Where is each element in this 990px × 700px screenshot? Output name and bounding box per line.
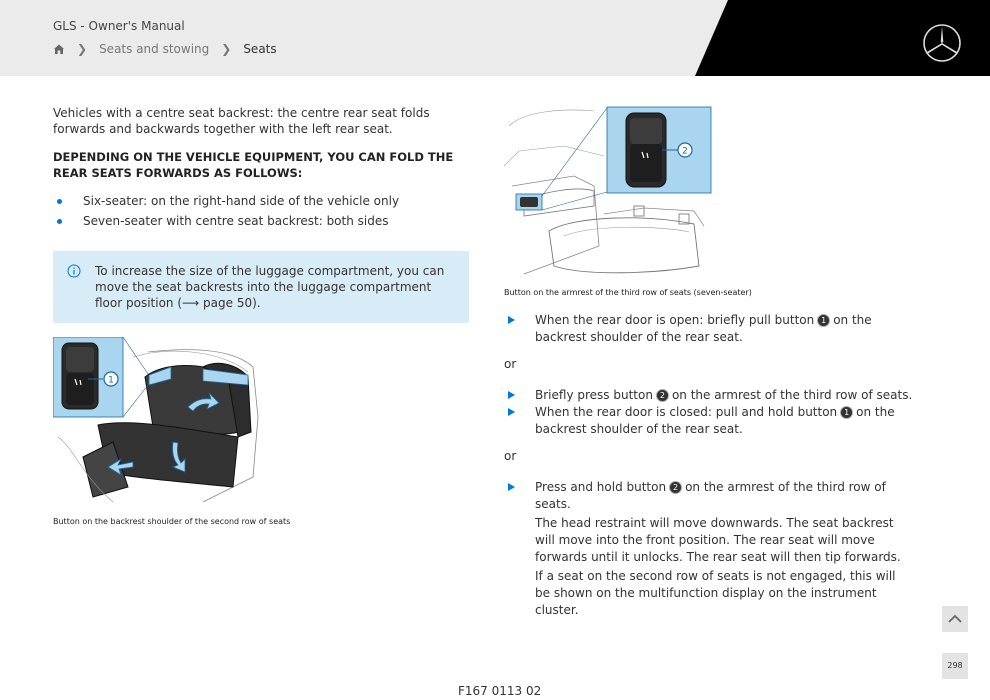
breadcrumb-item-seats: Seats [243,42,277,56]
result-text: If a seat on the second row of seats is not engaged, this will be shown on the multifunction display on the instrument cluster. [535,569,896,617]
bullet-icon [57,199,62,204]
chevron-right-icon: ❯ [221,42,232,56]
or-separator: or [504,357,517,371]
note-text: To increase the size of the luggage compartment, you can move the seat backrests into the luggage compartment floor position (⟶ page 50). [95,264,445,310]
info-icon [67,264,81,278]
button-2-icon: 2 [656,389,669,402]
step-item: When the rear door is closed: pull and hold button 1 on the backrest shoulder of the rear seat. [504,404,914,438]
figure-caption-third-row: Button on the armrest of the third row of seats (seven-seater) [504,288,752,297]
left-column [53,105,469,231]
section-heading: DEPENDING ON THE VEHICLE EQUIPMENT, YOU CAN FOLD THE REAR SEATS FORWARDS AS FOLLOWS: [53,150,454,180]
step-item: Press and hold button 2 on the armrest of the third row of seats. [504,479,914,513]
third-row-armrest-illustration [504,106,712,278]
arrow-bullet-icon [508,391,515,399]
breadcrumb-item-seats-and-stowing[interactable]: Seats and stowing [99,42,210,56]
intro-text: Vehicles with a centre seat backrest: the centre rear seat folds forwards and backwards together with the left rear seat. [53,106,430,136]
breadcrumb [53,42,277,56]
mercedes-star-icon [922,23,962,63]
image-code: F167 0113 02 [458,684,542,698]
scroll-to-top-button[interactable] [942,606,968,632]
step-item: Briefly press button 2 on the armrest of the third row of seats. [504,387,914,404]
step-item: When the rear door is open: briefly pull button 1 on the backrest shoulder of the rear seat. [504,312,914,346]
arrow-bullet-icon [508,408,515,416]
list-item: Seven-seater with centre seat backrest: both sides [53,211,469,231]
arrow-bullet-icon [508,483,515,491]
callout-label-1: 1 [108,375,114,386]
app-title: GLS - Owner's Manual [53,19,185,33]
header [0,0,990,76]
button-1-icon: 1 [840,406,853,419]
page-number: 298 [942,653,968,679]
bullet-list [53,191,469,231]
step-list-1 [504,312,914,346]
button-1-icon: 1 [817,314,830,327]
home-icon[interactable] [53,43,65,55]
figure-caption-second-row: Button on the backrest shoulder of the second row of seats [53,517,291,526]
button-2-icon: 2 [669,481,682,494]
step-list-3 [504,479,914,619]
arrow-up-icon [942,606,968,632]
result-text: The head restraint will move downwards. The seat backrest will move into the front position. The rear seat will move forwards until it unlocks. The rear seat will then tip forwards. [535,516,901,564]
arrow-bullet-icon [508,316,515,324]
step-list-2 [504,387,914,438]
list-item: Six-seater: on the right-hand side of the vehicle only [53,191,469,211]
second-row-seat-illustration [53,337,261,507]
chevron-right-icon: ❯ [77,42,88,56]
bullet-icon [57,219,62,224]
callout-label-2: 2 [682,146,688,157]
or-separator: or [504,449,517,463]
info-note [53,251,469,323]
